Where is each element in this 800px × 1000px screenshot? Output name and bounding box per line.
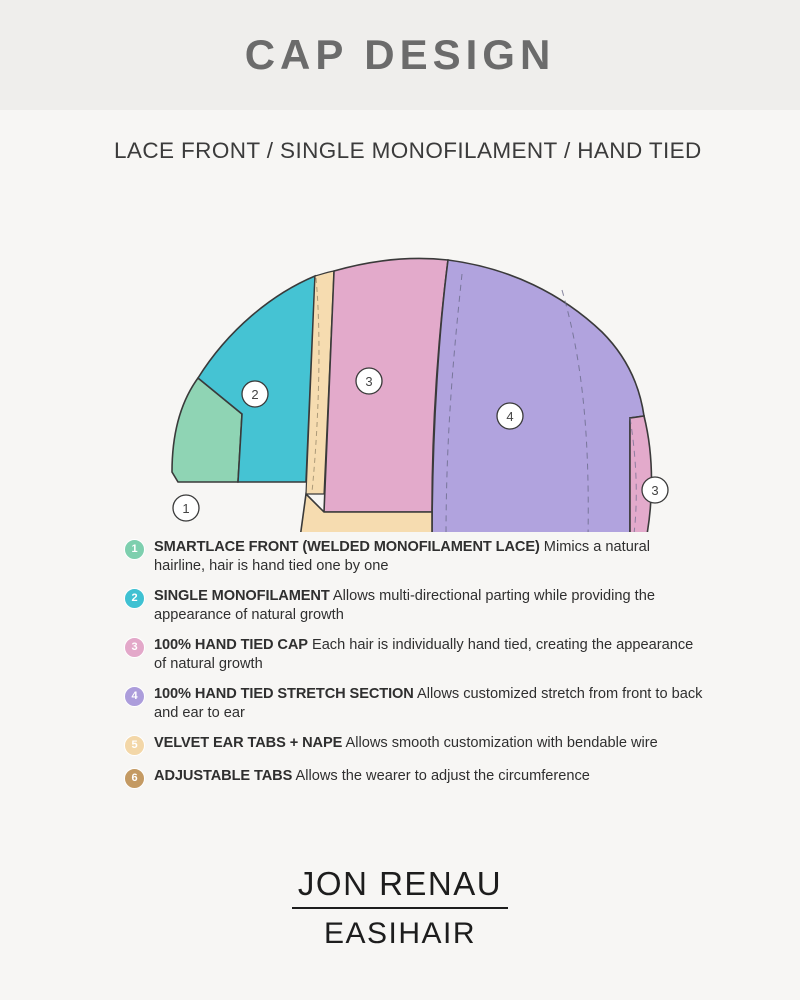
brand-name: JON RENAU xyxy=(292,865,508,909)
svg-text:4: 4 xyxy=(506,409,514,424)
legend-text-5 xyxy=(154,734,658,753)
legend-item-2 xyxy=(124,587,704,625)
legend-term-1: SMARTLACE FRONT (WELDED MONOFILAMENT LACE) xyxy=(154,539,540,555)
brand-subname: EASIHAIR xyxy=(323,917,477,950)
legend-text-3 xyxy=(154,636,704,674)
legend-desc-5: Allows smooth customization with bendable wire xyxy=(342,735,658,751)
svg-text:2: 2 xyxy=(251,387,259,402)
legend-badge-6: 6 xyxy=(124,768,145,789)
legend-item-3 xyxy=(124,636,704,674)
legend-item-5 xyxy=(124,734,704,756)
legend-text-2 xyxy=(154,587,704,625)
legend-list xyxy=(124,538,704,800)
svg-text:3: 3 xyxy=(651,483,659,498)
legend-text-6 xyxy=(154,767,590,786)
brand-footer xyxy=(0,865,800,951)
region-hand-tied-cap-back-fill xyxy=(630,416,652,532)
legend-item-4 xyxy=(124,685,704,723)
callout-3-back xyxy=(642,477,668,503)
cap-illustration-svg xyxy=(110,182,690,532)
legend-term-6: ADJUSTABLE TABS xyxy=(154,768,293,784)
svg-text:3: 3 xyxy=(365,374,373,389)
callout-1 xyxy=(173,495,199,521)
header-band xyxy=(0,0,800,111)
legend-badge-4: 4 xyxy=(124,686,145,707)
callout-4 xyxy=(497,403,523,429)
callout-2 xyxy=(242,381,268,407)
legend-item-1 xyxy=(124,538,704,576)
legend-badge-3: 3 xyxy=(124,637,145,658)
legend-item-6 xyxy=(124,767,704,789)
legend-term-5: VELVET EAR TABS + NAPE xyxy=(154,735,343,751)
legend-desc-4: Allows customized stretch from front to back and ear to ear xyxy=(154,686,703,721)
legend-text-4 xyxy=(154,685,704,723)
region-stretch-section xyxy=(432,260,644,532)
legend-badge-1: 1 xyxy=(124,539,145,560)
region-hand-tied-cap-front xyxy=(324,258,448,512)
subtitle: LACE FRONT / SINGLE MONOFILAMENT / HAND TIED xyxy=(114,138,702,163)
legend-desc-2: Allows multi-directional parting while providing the appearance of natural growth xyxy=(154,588,655,623)
callout-3-front xyxy=(356,368,382,394)
legend-badge-5: 5 xyxy=(124,735,145,756)
content-area xyxy=(0,110,800,1000)
svg-text:1: 1 xyxy=(182,501,190,516)
legend-badge-2: 2 xyxy=(124,588,145,609)
legend-desc-6: Allows the wearer to adjust the circumference xyxy=(292,768,590,784)
page-title: CAP DESIGN xyxy=(244,31,556,78)
legend-term-4: 100% HAND TIED STRETCH SECTION xyxy=(154,686,414,702)
legend-term-2: SINGLE MONOFILAMENT xyxy=(154,588,330,604)
legend-term-3: 100% HAND TIED CAP xyxy=(154,637,308,653)
legend-desc-3: Each hair is individually hand tied, creating the appearance of natural growth xyxy=(154,637,694,672)
legend-desc-1: Mimics a natural hairline, hair is hand tied one by one xyxy=(154,539,651,574)
legend-text-1 xyxy=(154,538,704,576)
wig-cap-diagram xyxy=(110,182,690,532)
